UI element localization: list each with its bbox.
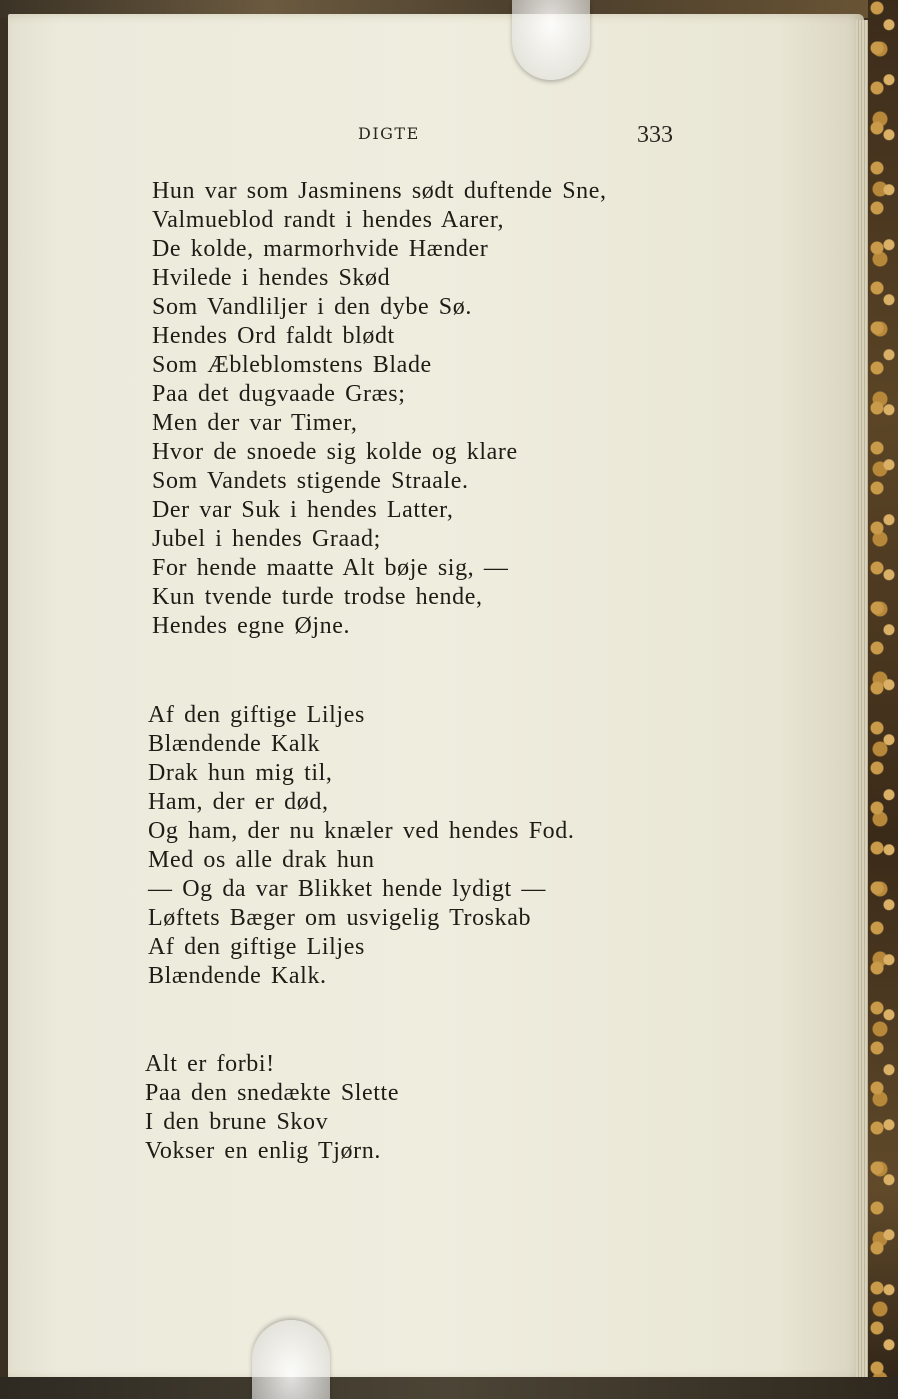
poem-line: Hun var som Jasminens sødt duftende Sne, <box>152 178 607 204</box>
poem-line: Og ham, der nu knæler ved hendes Fod. <box>148 818 575 844</box>
poem-line: Drak hun mig til, <box>148 760 333 786</box>
poem-line: Alt er forbi! <box>145 1051 275 1077</box>
poem-line: Som Vandets stigende Straale. <box>152 468 469 494</box>
poem-line: — Og da var Blikket hende lydigt — <box>148 876 547 902</box>
poem-line: Ham, der er død, <box>148 789 329 815</box>
poem-line: I den brune Skov <box>145 1109 329 1135</box>
stanza-1 <box>152 177 607 641</box>
poem-line: For hende maatte Alt bøje sig, — <box>152 555 509 581</box>
marbled-cover-edge <box>868 0 898 1399</box>
poem-line: Jubel i hendes Graad; <box>152 526 381 552</box>
poem-line: Hendes egne Øjne. <box>152 613 351 639</box>
page-clip-top <box>512 0 590 80</box>
book-bottom-edge <box>0 1377 898 1399</box>
poem-line: Valmueblod randt i hendes Aarer, <box>152 207 505 233</box>
poem-line: Som Æbleblomstens Blade <box>152 352 432 378</box>
page-clip-bottom <box>252 1320 330 1399</box>
poem-line: Af den giftige Liljes <box>148 934 365 960</box>
poem-line: Paa den snedækte Slette <box>145 1080 400 1106</box>
poem-line: Vokser en enlig Tjørn. <box>145 1138 381 1164</box>
poem-line: Kun tvende turde trodse hende, <box>152 584 483 610</box>
poem-line: Hvilede i hendes Skød <box>152 265 391 291</box>
poem-line: Der var Suk i hendes Latter, <box>152 497 454 523</box>
poem-line: Blændende Kalk. <box>148 963 327 989</box>
poem-line: Blændende Kalk <box>148 731 321 757</box>
running-head: DIGTE <box>358 124 420 143</box>
poem-line: Løftets Bæger om usvigelig Troskab <box>148 905 532 931</box>
poem-line: Hendes Ord faldt blødt <box>152 323 395 349</box>
poem-line: Med os alle drak hun <box>148 847 375 873</box>
poem-line: Men der var Timer, <box>152 410 358 436</box>
poem-line: Som Vandliljer i den dybe Sø. <box>152 294 472 320</box>
page-number: 333 <box>637 122 673 148</box>
stanza-3 <box>145 1050 399 1166</box>
poem-line: De kolde, marmorhvide Hænder <box>152 236 489 262</box>
poem-line: Af den giftige Liljes <box>148 702 365 728</box>
poem-line: Paa det dugvaade Græs; <box>152 381 406 407</box>
poem-line: Hvor de snoede sig kolde og klare <box>152 439 518 465</box>
stanza-2 <box>148 701 574 991</box>
